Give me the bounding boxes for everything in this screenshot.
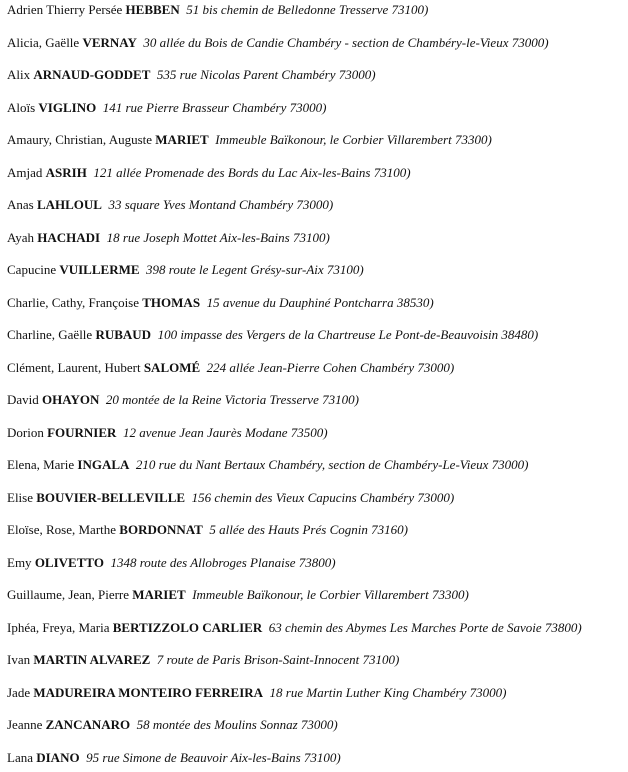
address: 7 route de Paris Brison-Saint-Innocent 73100): [156, 652, 400, 667]
first-names: Alix: [7, 67, 31, 82]
address: Immeuble Baïkonour, le Corbier Villarembert 73300): [192, 587, 469, 602]
entry-row: [7, 423, 628, 443]
entry-row: [7, 390, 628, 410]
last-name: VIGLINO: [38, 100, 97, 115]
address: 100 impasse des Vergers de la Chartreuse Le Pont-de-Beauvoisin 38480): [157, 327, 539, 342]
address: 156 chemin des Vieux Capucins Chambéry 73000): [191, 490, 455, 505]
entry-row: [7, 683, 628, 703]
first-names: Adrien Thierry Persée: [7, 2, 123, 17]
entry-row: [7, 260, 628, 280]
entry-row: [7, 455, 628, 475]
entry-row: [7, 520, 628, 540]
address: 5 allée des Hauts Prés Cognin 73160): [209, 522, 408, 537]
address: 58 montée des Moulins Sonnaz 73000): [136, 717, 338, 732]
first-names: Clément, Laurent, Hubert: [7, 360, 141, 375]
address: 1348 route des Allobroges Planaise 73800): [110, 555, 336, 570]
last-name: VERNAY: [82, 35, 137, 50]
entry-row: [7, 650, 628, 670]
address: 121 allée Promenade des Bords du Lac Aix-les-Bains 73100): [93, 165, 411, 180]
last-name: DIANO: [36, 750, 80, 765]
last-name: ARNAUD-GODDET: [33, 67, 151, 82]
address: 141 rue Pierre Brasseur Chambéry 73000): [102, 100, 327, 115]
first-names: Aloïs: [7, 100, 36, 115]
last-name: HACHADI: [37, 230, 101, 245]
address: 398 route le Legent Grésy-sur-Aix 73100): [146, 262, 364, 277]
entry-row: [7, 358, 628, 378]
first-names: Lana: [7, 750, 33, 765]
first-names: Amjad: [7, 165, 43, 180]
last-name: ASRIH: [45, 165, 87, 180]
first-names: Eloïse, Rose, Marthe: [7, 522, 117, 537]
address: 30 allée du Bois de Candie Chambéry - section de Chambéry-le-Vieux 73000): [143, 35, 549, 50]
address: 20 montée de la Reine Victoria Tresserve 73100): [105, 392, 359, 407]
entry-row: [7, 293, 628, 313]
entry-row: [7, 748, 628, 768]
last-name: THOMAS: [142, 295, 201, 310]
first-names: Elena, Marie: [7, 457, 75, 472]
entry-row: [7, 228, 628, 248]
address: 63 chemin des Abymes Les Marches Porte de Savoie 73800): [268, 620, 582, 635]
address: 33 square Yves Montand Chambéry 73000): [108, 197, 334, 212]
last-name: MARIET: [132, 587, 186, 602]
entry-row: [7, 33, 628, 53]
first-names: Elise: [7, 490, 33, 505]
last-name: BORDONNAT: [119, 522, 203, 537]
entry-row: [7, 553, 628, 573]
last-name: OLIVETTO: [34, 555, 104, 570]
last-name: FOURNIER: [47, 425, 117, 440]
address: 51 bis chemin de Belledonne Tresserve 73100): [186, 2, 429, 17]
entry-row: [7, 195, 628, 215]
last-name: INGALA: [77, 457, 130, 472]
last-name: LAHLOUL: [36, 197, 102, 212]
entry-row: [7, 0, 628, 20]
entry-row: [7, 715, 628, 735]
first-names: Jade: [7, 685, 31, 700]
first-names: Capucine: [7, 262, 57, 277]
entry-row: [7, 163, 628, 183]
address: 224 allée Jean-Pierre Cohen Chambéry 73000): [206, 360, 455, 375]
first-names: Amaury, Christian, Auguste: [7, 132, 153, 147]
entry-row: [7, 585, 628, 605]
entry-row: [7, 325, 628, 345]
first-names: Charlie, Cathy, Françoise: [7, 295, 140, 310]
last-name: ZANCANARO: [45, 717, 131, 732]
address: 210 rue du Nant Bertaux Chambéry, section de Chambéry-Le-Vieux 73000): [135, 457, 529, 472]
first-names: Emy: [7, 555, 32, 570]
first-names: Ivan: [7, 652, 31, 667]
address: 18 rue Martin Luther King Chambéry 73000): [269, 685, 507, 700]
first-names: Anas: [7, 197, 34, 212]
last-name: HEBBEN: [125, 2, 180, 17]
address: 95 rue Simone de Beauvoir Aix-les-Bains 73100): [86, 750, 341, 765]
address: 535 rue Nicolas Parent Chambéry 73000): [156, 67, 376, 82]
entry-row: [7, 65, 628, 85]
first-names: Ayah: [7, 230, 34, 245]
first-names: Guillaume, Jean, Pierre: [7, 587, 130, 602]
entry-row: [7, 618, 628, 638]
entry-row: [7, 130, 628, 150]
last-name: MARIET: [155, 132, 209, 147]
last-name: VUILLERME: [59, 262, 140, 277]
address: 12 avenue Jean Jaurès Modane 73500): [122, 425, 328, 440]
first-names: Charline, Gaëlle: [7, 327, 93, 342]
first-names: Iphéa, Freya, Maria: [7, 620, 110, 635]
last-name: BERTIZZOLO CARLIER: [112, 620, 263, 635]
first-names: David: [7, 392, 39, 407]
address: 15 avenue du Dauphiné Pontcharra 38530): [206, 295, 434, 310]
first-names: Dorion: [7, 425, 44, 440]
first-names: Alicia, Gaëlle: [7, 35, 80, 50]
address: Immeuble Baïkonour, le Corbier Villarembert 73300): [215, 132, 492, 147]
last-name: BOUVIER-BELLEVILLE: [36, 490, 186, 505]
entry-row: [7, 98, 628, 118]
last-name: RUBAUD: [95, 327, 152, 342]
entry-row: [7, 488, 628, 508]
last-name: SALOMÉ: [143, 360, 201, 375]
address: 18 rue Joseph Mottet Aix-les-Bains 73100): [106, 230, 330, 245]
last-name: OHAYON: [42, 392, 100, 407]
last-name: MARTIN ALVAREZ: [33, 652, 151, 667]
first-names: Jeanne: [7, 717, 43, 732]
last-name: MADUREIRA MONTEIRO FERREIRA: [33, 685, 264, 700]
